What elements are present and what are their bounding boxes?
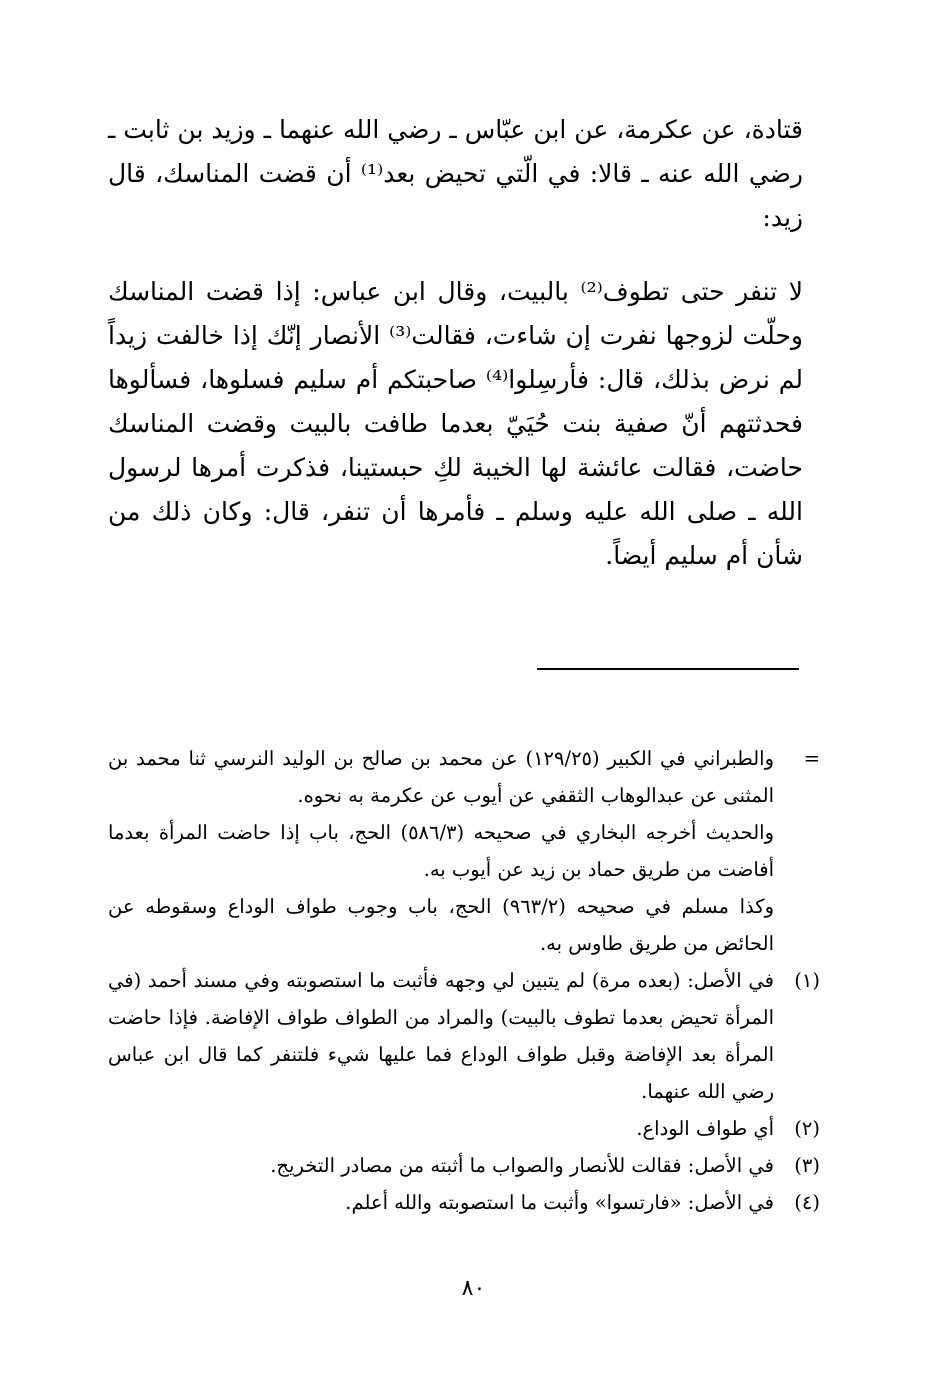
paragraph: لا تنفر حتى تطوف⁽²⁾ بالبيت، وقال ابن عباس: إذا قضت المناسك وحلّت لزوجها نفرت إن شاءت، فقالت⁽³⁾ الأنصار إنّك إذا خالفت زيداً لم نرض بذلك، قال: فأرسِلوا⁽⁴⁾ صاحبتكم أم سليم فسلوها، فسألوها فحدثتهم أنّ صفية بنت حُيَيّ بعدما طافت بالبيت وقضت المناسك حاضت، فقالت عائشة لها الخيبة لكِ حبستينا، فذكرت أمرها لرسول الله ـ صلى الله عليه وسلم ـ فأمرها أن تنفر، قال: وكان ذلك من شأن أم سليم أيضاً. [108,277,804,570]
footnotes [108,740,820,1221]
footnote-text: في الأصل: «فارتسوا» وأثبت ما استصوبته والله أعلم. [345,1191,774,1214]
footnote [108,814,820,888]
main-text-top [108,108,803,240]
footnote-text: في الأصل: (بعده مرة) لم يتبين لي وجهه فأثبت ما استصوبته وفي مسند أحمد (في المرأة تحيض بعدما تطوف بالبيت) والمراد من الطواف طواف الإفاضة. فإذا حاضت المرأة بعد الإفاضة وقبل طواف الوداع فما عليها شيء فلتنفر كما قال ابن عباس رضي الله عنهما. [108,969,774,1103]
footnote-marker: (٣) [794,1154,820,1177]
footnote-text: وكذا مسلم في صحيحه (٩٦٣/٢) الحج، باب وجوب طواف الوداع وسقوطه عن الحائض من طريق طاوس به. [108,895,774,955]
footnote-marker [774,814,820,888]
footnote-text: أي طواف الوداع. [636,1117,774,1140]
footnote-text: والحديث أخرجه البخاري في صحيحه (٥٨٦/٣) الحج، باب إذا حاضت المرأة بعدما أفاضت من طريق حماد بن زيد عن أيوب به. [108,821,774,881]
paragraph: قتادة، عن عكرمة، عن ابن عبّاس ـ رضي الله عنهما ـ وزيد بن ثابت ـ رضي الله عنه ـ قالا: في الّتي تحيض بعد⁽¹⁾ أن قضت المناسك، قال زيد: [108,115,803,232]
footnote-marker: (٤) [794,1191,820,1214]
footnote [108,1110,820,1147]
footnote [108,962,820,1110]
footnote-marker: = [803,747,820,770]
footnote [108,740,820,814]
main-text-body [108,270,803,578]
footnote-text: والطبراني في الكبير (١٢٩/٢٥) عن محمد بن صالح بن الوليد النرسي ثنا محمد بن المثنى عن عبدالوهاب الثقفي عن أيوب عن عكرمة به نحوه. [108,747,774,807]
footnote-separator [537,668,799,670]
page-number: ٨٠ [461,1276,486,1301]
footnote-marker: (١) [794,969,820,992]
footnote-marker [774,888,820,962]
footnote [108,1184,820,1221]
footnote [108,888,820,962]
footnote [108,1147,820,1184]
footnote-marker: (٢) [794,1117,820,1140]
footnote-text: في الأصل: فقالت للأنصار والصواب ما أثبته من مصادر التخريج. [270,1154,774,1177]
